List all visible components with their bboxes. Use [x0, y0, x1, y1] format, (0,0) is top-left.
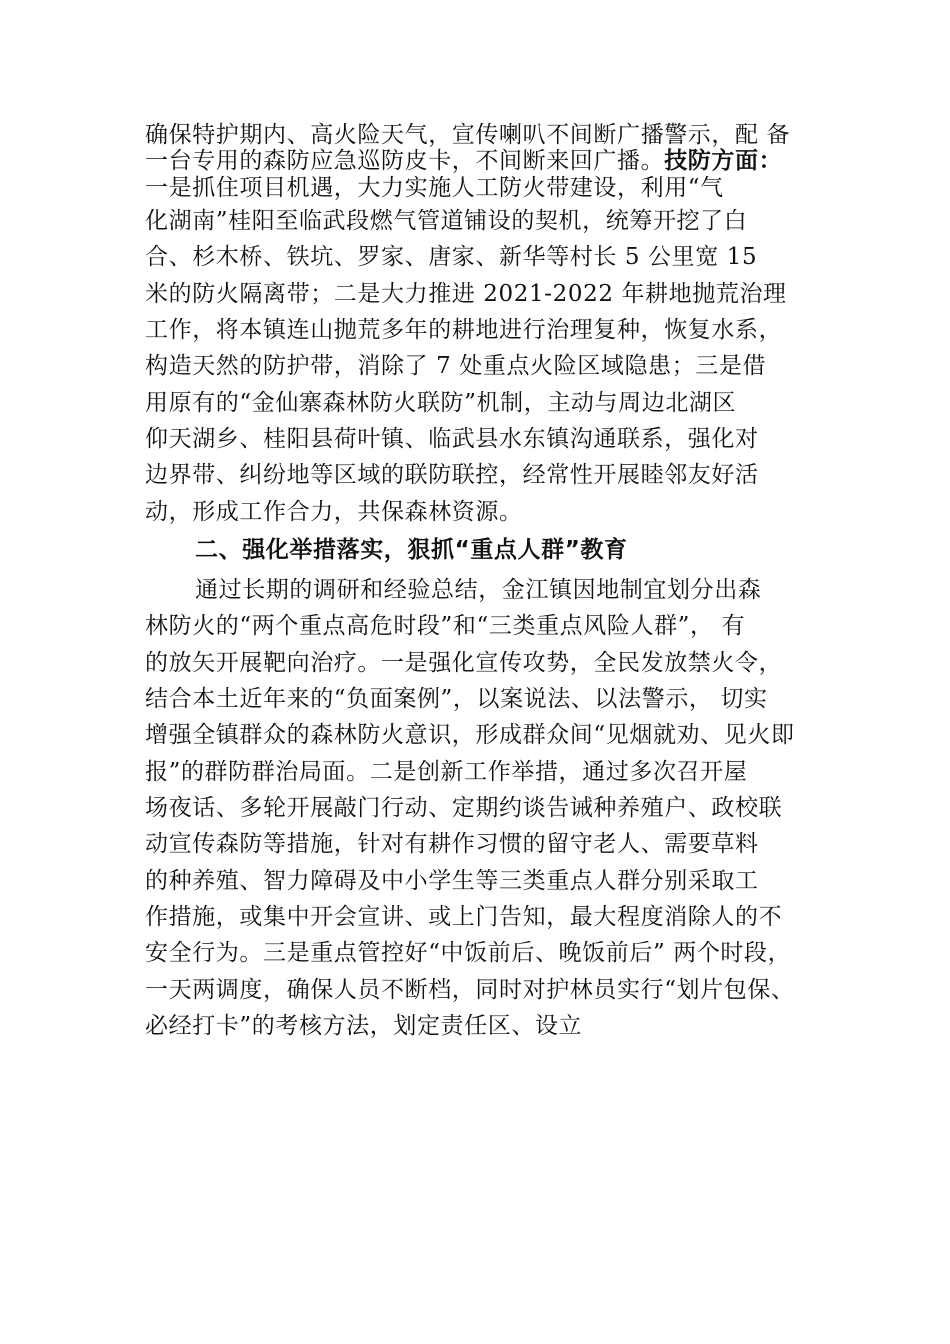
paragraph-line: 通过长期的调研和经验总结，金江镇因地制宜划分出森 — [195, 577, 762, 603]
paragraph-line: 场夜话、多轮开展敲门行动、定期约谈告诫种养殖户、政校联 — [145, 795, 783, 821]
paragraph-line: 林防火的“两个重点高危时段”和“三类重点风险人群”， 有 — [145, 613, 746, 639]
section-heading: 二、强化举措落实，狠抓“重点人群”教育 — [195, 537, 628, 563]
paragraph-line: 边界带、纠纷地等区域的联防联控，经常性开展睦邻友好活 — [145, 462, 759, 488]
paragraph-line: 确保特护期内、高火险天气，宣传喇叭不间断广播警示，配 备 — [145, 122, 791, 148]
paragraph-line: 增强全镇群众的森林防火意识，形成群众间“见烟就劝、见火即 — [145, 722, 795, 748]
paragraph-line: 动，形成工作合力，共保森林资源。 — [145, 499, 523, 525]
bold-label: 技防方面： — [664, 148, 783, 174]
paragraph-line: 合、杉木桥、铁坑、罗家、唐家、新华等村长 5 公里宽 15 — [145, 244, 758, 270]
paragraph-line: 化湖南”桂阳至临武段燃气管道铺设的契机，统筹开挖了白 — [145, 208, 748, 234]
paragraph-line: 用原有的“金仙寨森林防火联防”机制，主动与周边北湖区 — [145, 390, 737, 416]
paragraph-line: 构造天然的防护带，消除了 7 处重点火险区域隐患；三是借 — [145, 353, 767, 379]
paragraph-line: 的放矢开展靶向治疗。一是强化宣传攻势，全民发放禁火令， — [145, 650, 783, 676]
paragraph-line: 仰天湖乡、桂阳县荷叶镇、临武县水东镇沟通联系，强化对 — [145, 426, 759, 452]
paragraph-line: 一天两调度，确保人员不断档，同时对护林员实行“划片包保、 — [145, 977, 795, 1003]
paragraph-line: 米的防火隔离带；二是大力推进 2021-2022 年耕地抛荒治理 — [145, 281, 787, 307]
paragraph-line: 工作，将本镇连山抛荒多年的耕地进行治理复种，恢复水系， — [145, 317, 783, 343]
paragraph-line: 报”的群防群治局面。二是创新工作举措，通过多次召开屋 — [145, 759, 748, 785]
paragraph-line: 作措施，或集中开会宣讲、或上门告知，最大程度消除人的不 — [145, 904, 783, 930]
paragraph-line: 一是抓住项目机遇，大力实施人工防火带建设，利用“气 — [145, 175, 724, 201]
paragraph-line: 安全行为。三是重点管控好“中饭前后、晚饭前后” 两个时段， — [145, 940, 792, 966]
paragraph-line — [145, 147, 782, 175]
paragraph-line: 结合本土近年来的“负面案例”，以案说法、以法警示， 切实 — [145, 686, 768, 712]
paragraph-line: 动宣传森防等措施，针对有耕作习惯的留守老人、需要草料 — [145, 831, 759, 857]
paragraph-line: 必经打卡”的考核方法，划定责任区、设立 — [145, 1013, 583, 1039]
paragraph-text: 一台专用的森防应急巡防皮卡，不间断来回广播。 — [145, 148, 665, 174]
paragraph-line: 的种养殖、智力障碍及中小学生等三类重点人群分别采取工 — [145, 868, 759, 894]
